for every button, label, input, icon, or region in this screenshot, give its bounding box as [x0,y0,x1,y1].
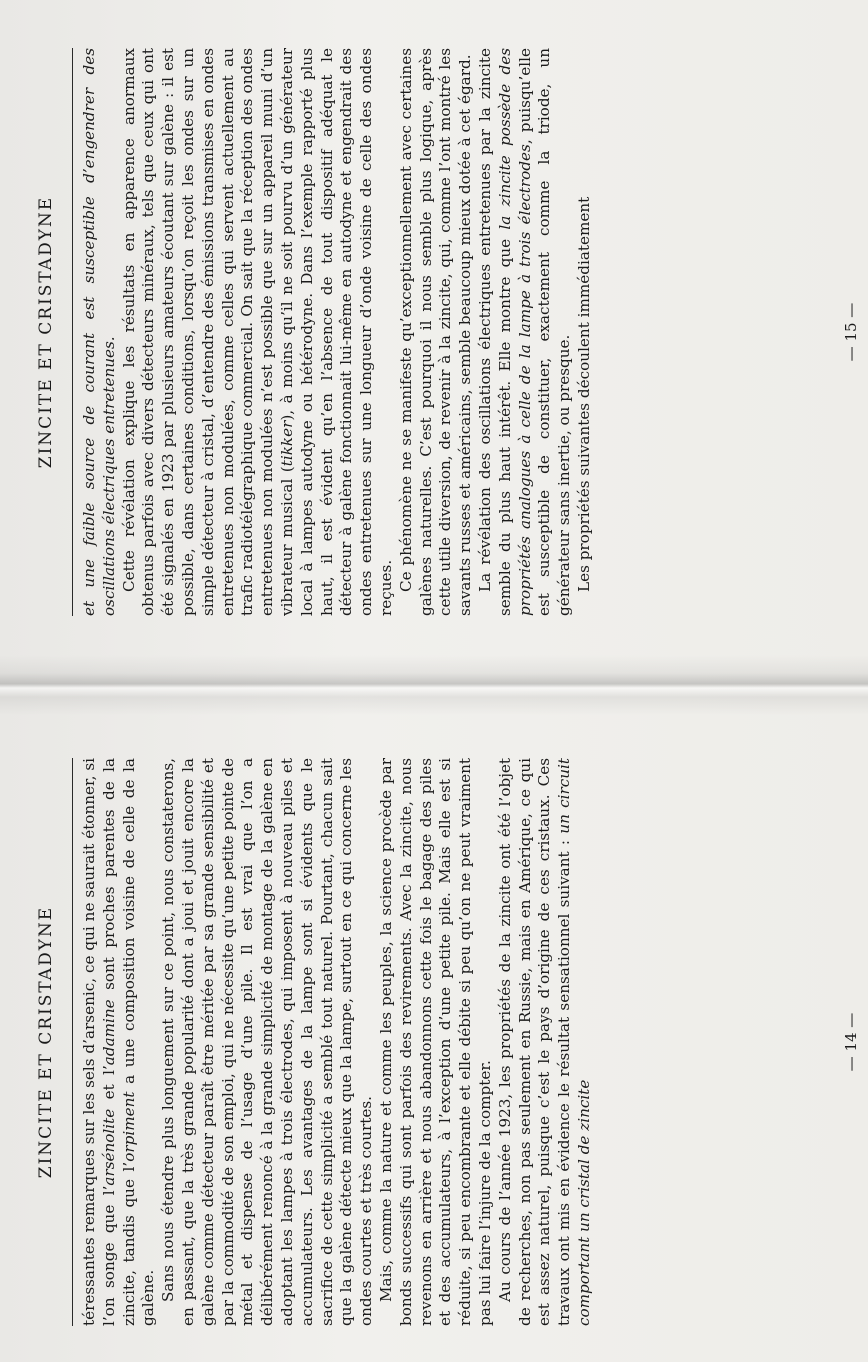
italic-text: et une faible source de courant est susceptible d’engendrer des oscillations électriques entretenues. [80,48,118,616]
text-run: Au cours de l’année 1923, les propriétés de la zincite ont été l’objet de recherches, non pas seulement en Russie, mais en Amérique, ce qui est assez naturel, puisque c’est le pays d’origine de ces cristaux. Ces travaux ont mis en évidence le résultat sensationnel suivant : [495,758,574,1326]
italic-text: adamine [99,999,118,1066]
text-run: sont proches parentes de la zincite, tandis que l’ [99,758,138,1326]
italic-text: tikker [277,420,296,467]
text-run: a une composition voisine de celle de la galène. [119,758,158,1326]
paragraph [397,48,476,616]
header-rule [72,48,73,616]
paragraph [377,758,496,1326]
text-run: et l’ [99,1065,118,1109]
page-body [80,758,595,1326]
paragraph [80,758,159,1326]
text-run: téressantes remarques sur les sels d’arsenic, ce qui ne saurait étonner, si l’on songe que l’ [80,758,118,1326]
text-run: Sans nous étendre plus longuement sur ce point, nous constaterons, en passant, que la très grande popularité dont a joui et jouit encore la galène comme détecteur paraît être méritée par sa grande sensibilité et par la commodité de son emploi, qui ne nécessite qu’une petite pointe de métal et dispense de l’usage d’une pile. Il est vrai que l’on a délibérément renoncé à la grande simplicité de montage de la galène en adoptant les lampes à trois électrodes, qui imposent à nouveau piles et accumulateurs. Les avantages de la lampe sont si évidents que le sacrifice de cette simplicité a semblé tout naturel. Pourtant, chacun sait que la galène détecte mieux que la lampe, surtout en ce qui concerne les ondes courtes et très courtes. [159,758,376,1326]
page-body [80,48,595,616]
paragraph [476,48,575,616]
paragraph [496,758,595,1326]
italic-text: orpiment [119,1091,138,1162]
paragraph [575,48,595,616]
page-number: — 14 — [842,1012,860,1072]
text-run: Les propriétés suivantes découlent immédiatement [574,196,593,592]
text-run: Ce phénomène ne se manifeste qu’exceptionnellement avec certaines galènes naturelles. C’est pourquoi il nous semble plus logique, après cette utile diversion, de revenir à la zincite, qui, comme l’ont montré les savants russes et américains, semble beaucoup mieux dotée à cet égard. [396,48,475,616]
text-run: , puisqu’elle est susceptible de constituer, exactement comme la triode, un générateur sans inertie, ou presque. [515,48,574,616]
paragraph [80,48,120,616]
right-page [0,12,868,652]
left-page [0,722,868,1362]
paragraph [120,48,397,616]
running-head: ZINCITE ET CRISTADYNE [36,905,56,1179]
text-run: ), à moins qu’il ne soit pourvu d’un générateur local à lampes autodyne ou hétérodyne. Dans l’exemple rapporté plus haut, il est évident qu’en l’absence de tout dispositif adéquat le détecteur à galène fonctionnait lui-même en autodyne et engendrait des ondes entretenues sur une longueur d’onde voisine de celle des ondes reçues. [277,48,395,616]
italic-text: arsénolite [99,1108,118,1186]
page-number: — 15 — [842,302,860,362]
text-run: Cette révélation explique les résultats en apparence anormaux obtenus parfois avec divers détecteurs minéraux, tels que ceux qui ont été signalés en 1923 par plusieurs amateurs écoutant sur galène : il est possible, dans certaines conditions, lorsqu’on reçoit les ondes sur un simple détecteur à cristal, d’entendre des émissions transmises en ondes entretenues non modulées, comme celles qui servent actuellement au trafic radiotélégraphique commercial. On sait que la réception des ondes entretenues non modulées n’est possible que sur un appareil muni d’un vibrateur musical ( [119,48,296,616]
italic-text: un circuit comportant un cristal de zincite [555,758,593,1326]
text-run: Mais, comme la nature et comme les peuples, la science procède par bonds successifs qui sont parfois des revirements. Avec la zincite, nous revenons en arrière et nous abandonnons cette fois le bagage des piles et des accumulateurs, à l’exception d’une petite pile. Mais elle est si réduite, si peu encombrante et elle débite si peu qu’on ne peut vraiment pas lui faire l’injure de la compter. [376,758,494,1326]
running-head: ZINCITE ET CRISTADYNE [36,195,56,469]
paragraph [159,758,377,1326]
text-run: La révélation des oscillations électriques entretenues par la zincite semble du plus haut intérêt. Elle montre que [475,48,514,616]
page-fold-shadow [0,655,868,715]
header-rule [72,758,73,1326]
italic-text: la zincite possède des propriétés analogues à celle de la lampe à trois électrodes [495,48,534,616]
